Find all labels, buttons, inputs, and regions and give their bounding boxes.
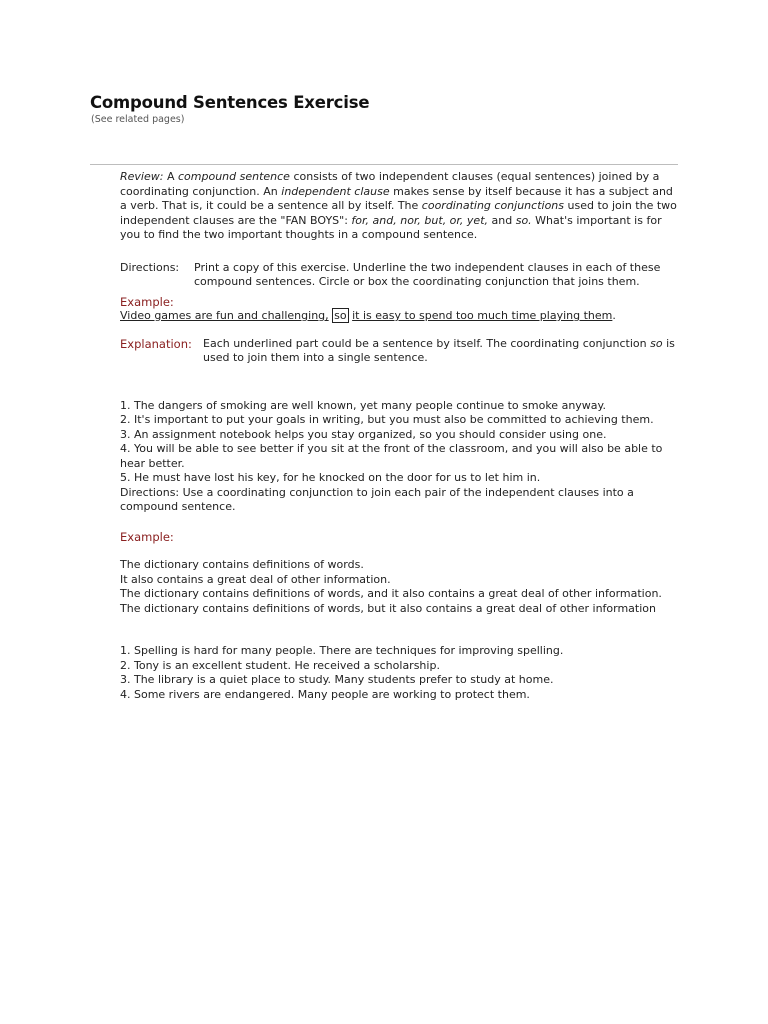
directions-label: Directions:: [120, 260, 180, 274]
explanation: [120, 337, 680, 366]
example-clause-2: it is easy to spend too much time playing them: [352, 309, 613, 322]
example-combined-1: The dictionary contains definitions of words, and it also contains a great deal of other information.: [120, 587, 662, 600]
review-text-6: What's important is for you to find the two important thoughts in a compound sentence.: [120, 213, 662, 241]
review-term-coordinating-conjunctions: coordinating conjunctions: [421, 199, 564, 212]
explanation-text: [203, 337, 680, 366]
list-item: 1. Spelling is hard for many people. There are techniques for improving spelling.: [120, 644, 564, 657]
list-item: 4. You will be able to see better if you sit at the front of the classroom, and you will also be able to hear better.: [120, 442, 663, 470]
explanation-text-2: is used to join them into a single sentence.: [203, 336, 675, 364]
related-pages-link[interactable]: (See related pages): [91, 114, 185, 125]
example-combined-2: The dictionary contains definitions of words, but it also contains a great deal of other information: [120, 601, 656, 615]
page-title: Compound Sentences Exercise: [90, 93, 370, 112]
explanation-text-1: Each underlined part could be a sentence by itself. The coordinating conjunction: [203, 336, 651, 350]
list-item: 1. The dangers of smoking are well known, yet many people continue to smoke anyway.: [120, 398, 606, 412]
example-conjunction-box: so: [334, 309, 347, 322]
example-line-1: The dictionary contains definitions of words.: [120, 558, 364, 571]
review-term-independent-clause: independent clause: [281, 184, 390, 198]
part2-directions: Directions: Use a coordinating conjunction to join each pair of the independent clauses into a compound sentence.: [120, 485, 634, 513]
example-clause-pair: [120, 558, 680, 587]
review-fanboys-so: so.: [515, 213, 532, 227]
example-line-2: It also contains a great deal of other information.: [120, 572, 391, 586]
review-text-3: makes sense by itself because it has a subject and a verb. That is, it could be a sentence all by itself. The: [120, 184, 673, 212]
directions-text: Print a copy of this exercise. Underline the two independent clauses in each of these compound sentences. Circle or box the coordinating conjunction that joins them.: [194, 260, 661, 288]
review-text-5: and: [488, 213, 516, 227]
example-period: .: [612, 309, 616, 322]
part1-directions: [120, 261, 680, 290]
example-sentence: [120, 309, 680, 324]
review-fanboys-list: for, and, nor, but, or, yet,: [351, 213, 489, 227]
exercise-content: [120, 170, 680, 702]
list-item: 5. He must have lost his key, for he knocked on the door for us to let him in.: [120, 471, 541, 484]
review-text-2: consists of two independent clauses (equal sentences) joined by a coordinating conjunction. An: [120, 170, 660, 198]
horizontal-divider: [90, 164, 678, 165]
example-clause-1: Video games are fun and challenging,: [120, 309, 329, 322]
review-text-1: A: [163, 170, 178, 183]
review-text-4: used to join the two independent clauses are the "FAN BOYS":: [120, 199, 677, 227]
list-item: 3. The library is a quiet place to study. Many students prefer to study at home.: [120, 673, 554, 686]
list-item: 4. Some rivers are endangered. Many people are working to protect them.: [120, 687, 530, 701]
part1-sentence-list: [120, 399, 680, 486]
review-term-compound-sentence: compound sentence: [177, 170, 290, 183]
explanation-term-so: so: [650, 336, 663, 350]
list-item: 2. Tony is an excellent student. He received a scholarship.: [120, 658, 440, 672]
review-paragraph: [120, 170, 680, 243]
review-label: Review:: [120, 170, 164, 183]
list-item: 2. It's important to put your goals in writing, but you must also be committed to achieving them.: [120, 413, 654, 426]
example-label: Example:: [120, 294, 174, 309]
example-label-2: Example:: [120, 529, 174, 544]
list-item: 3. An assignment notebook helps you stay organized, so you should consider using one.: [120, 427, 607, 441]
explanation-label: Explanation:: [120, 336, 192, 351]
part2-sentence-list: [120, 644, 680, 702]
